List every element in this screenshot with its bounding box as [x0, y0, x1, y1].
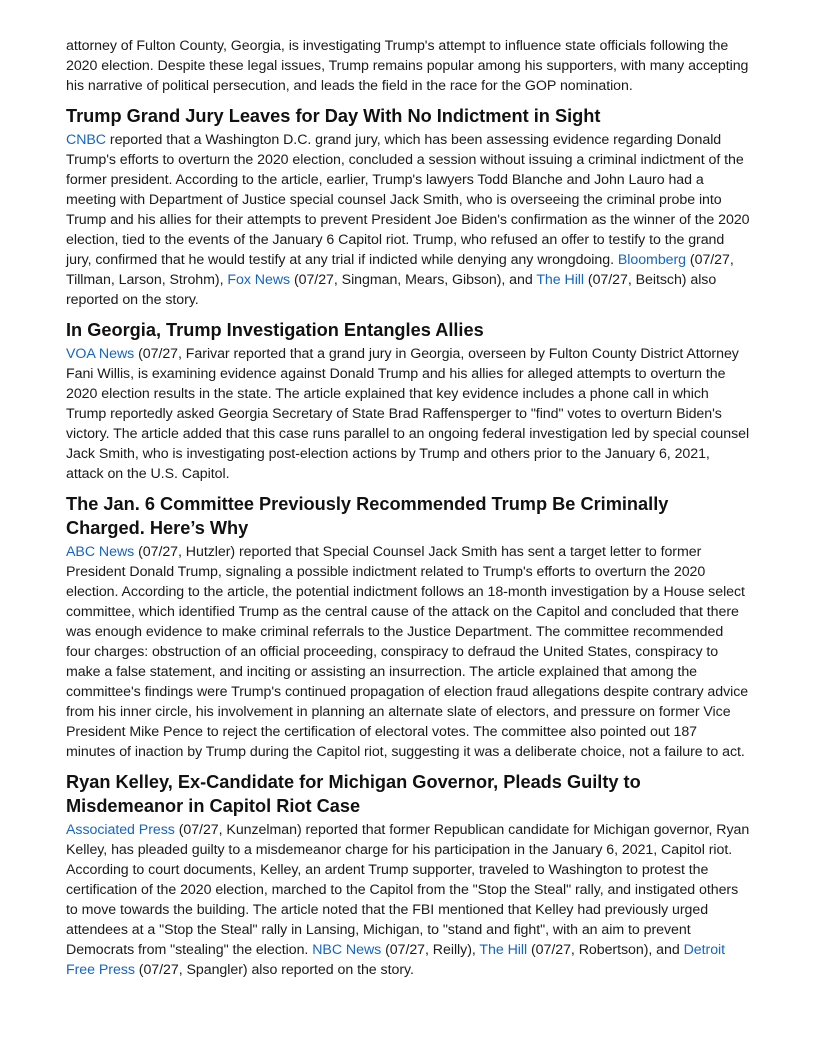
source-link-associated-press[interactable]: Associated Press: [66, 822, 175, 838]
source-link-voa-news[interactable]: VOA News: [66, 346, 135, 362]
article-jan6-committee: [66, 492, 750, 762]
source-link-bloomberg[interactable]: Bloomberg: [617, 252, 687, 268]
article-body: ABC News (07/27, Hutzler) reported that Special Counsel Jack Smith has sent a target letter to former President Donald Trump, signaling a possible indictment related to Trump's efforts to overturn the 2020 election. According to the article, the potential indictment follows an 18-month investigation by a House select committee, which identified Trump as the central cause of the attack on the Capitol and concluded that there was enough evidence to make criminal referrals to the Justice Department. The committee recommended four charges: obstruction of an official proceeding, conspiracy to defraud the United States, conspiracy to make a false statement, and inciting or assisting an insurrection. The article explained that among the committee's findings were Trump's continued propagation of election fraud allegations despite contrary advice from his inner circle, his involvement in planning an alternate slate of electors, and pressure on former Vice President Mike Pence to reject the certification of electoral votes. The committee also pointed out 187 minutes of inaction by Trump during the Capitol riot, suggesting it was a deliberate choice, not a failure to act.: [66, 544, 749, 760]
article-body: Associated Press (07/27, Kunzelman) reported that former Republican candidate for Michigan governor, Ryan Kelley, has pleaded guilty to a misdemeanor charge for his participation in the January 6, 2021, Capitol riot. According to court documents, Kelley, an ardent Trump supporter, traveled to Washington to protest the certification of the 2020 election, marched to the Capitol from the "Stop the Steal" rally, and instigated others to move towards the building. The article noted that the FBI mentioned that Kelley had previously urged attendees at a "Stop the Steal" rally in Lansing, Michigan, to "stand and fight", with an aim to prevent Democrats from "stealing" the election. NBC News (07/27, Reilly), The Hill (07/27, Robertson), and Detroit Free Press (07/27, Spangler) also reported on the story.: [66, 822, 750, 978]
article-headline: Trump Grand Jury Leaves for Day With No Indictment in Sight: [66, 106, 601, 126]
source-link-the-hill[interactable]: The Hill: [536, 272, 585, 288]
article-georgia: [66, 318, 750, 484]
article-headline: The Jan. 6 Committee Previously Recommended Trump Be Criminally Charged. Here’s Why: [66, 494, 669, 538]
source-link-nbc-news[interactable]: NBC News: [312, 942, 382, 958]
source-link-abc-news[interactable]: ABC News: [66, 544, 135, 560]
intro-paragraph: attorney of Fulton County, Georgia, is investigating Trump's attempt to influence state officials following the 2020 election. Despite these legal issues, Trump remains popular among his supporters, with many accepting his narrative of political persecution, and leads the field in the race for the GOP nomination.: [66, 38, 749, 94]
source-link-the-hill[interactable]: The Hill: [479, 942, 528, 958]
source-link-fox-news[interactable]: Fox News: [227, 272, 291, 288]
article-headline: Ryan Kelley, Ex-Candidate for Michigan Governor, Pleads Guilty to Misdemeanor in Capitol Riot Case: [66, 772, 641, 816]
article-grand-jury: [66, 104, 750, 310]
article-body: CNBC reported that a Washington D.C. grand jury, which has been assessing evidence regarding Donald Trump's efforts to overturn the 2020 election, concluded a session without issuing a criminal indictment of the former president. According to the article, earlier, Trump's lawyers Todd Blanche and John Lauro had a meeting with Department of Justice special counsel Jack Smith, who is overseeing the criminal probe into Trump and his allies for their attempts to prevent President Joe Biden's confirmation as the winner of the 2020 election, tied to the events of the January 6 Capitol riot. Trump, who refused an offer to testify to the grand jury, confirmed that he would testify at any trial if indicted while denying any wrongdoing. Bloomberg (07/27, Tillman, Larson, Strohm), Fox News (07/27, Singman, Mears, Gibson), and The Hill (07/27, Beitsch) also reported on the story.: [66, 132, 750, 308]
article-body: VOA News (07/27, Farivar reported that a grand jury in Georgia, overseen by Fulton County District Attorney Fani Willis, is examining evidence against Donald Trump and his allies for alleged attempts to overturn the 2020 election results in the state. The article explained that key evidence includes a phone call in which Trump reportedly asked Georgia Secretary of State Brad Raffensperger to "find" votes to overturn Biden's victory. The article added that this case runs parallel to an ongoing federal investigation led by special counsel Jack Smith, who is investigating post-election actions by Trump and others prior to the January 6, 2021, attack on the U.S. Capitol.: [66, 346, 750, 482]
source-link-detroit-free-press[interactable]: Detroit Free Press: [66, 942, 726, 978]
source-link-cnbc[interactable]: CNBC: [66, 132, 107, 148]
article-headline: In Georgia, Trump Investigation Entangles Allies: [66, 320, 484, 340]
article-ryan-kelley: [66, 770, 750, 980]
